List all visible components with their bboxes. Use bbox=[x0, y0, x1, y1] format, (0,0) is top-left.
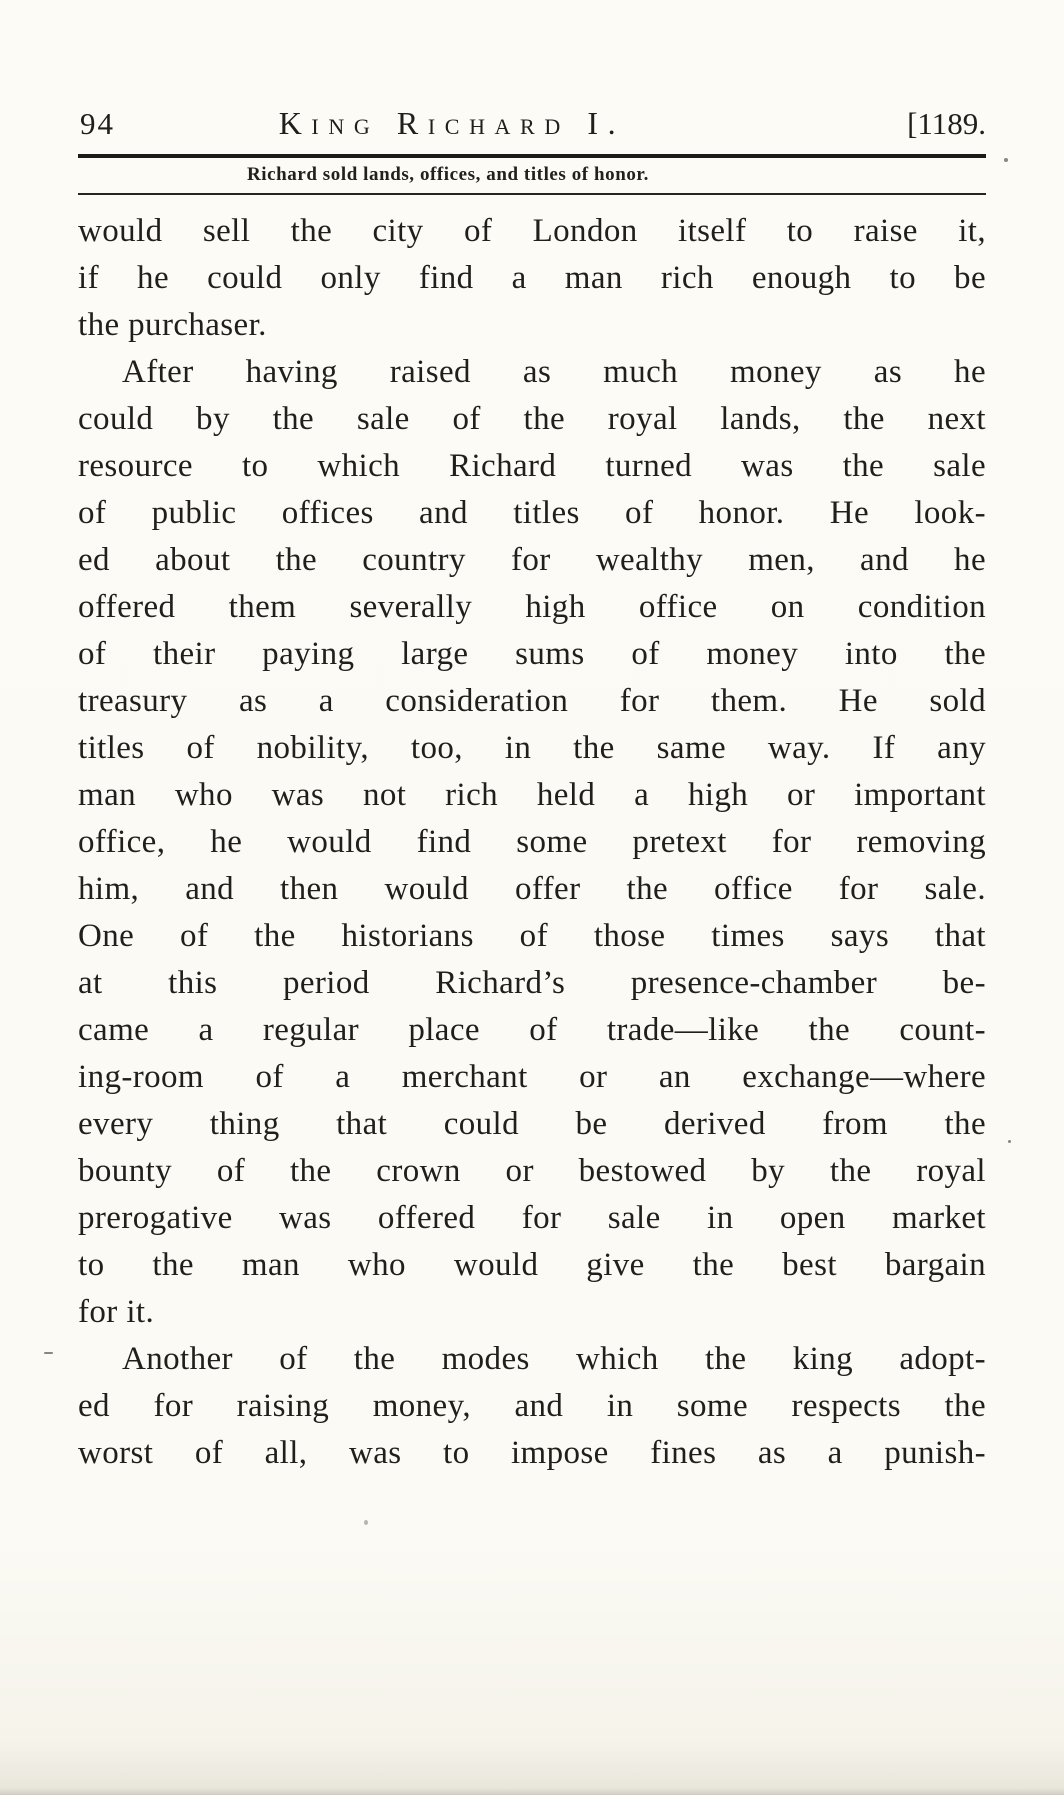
body-line: the purchaser. bbox=[78, 307, 267, 343]
page-header bbox=[78, 96, 986, 142]
year-marker: [1189. bbox=[907, 106, 986, 141]
body-line: could by the sale of the royal lands, the next bbox=[78, 401, 986, 437]
body-line: ing-room of a merchant or an exchange—where bbox=[78, 1059, 986, 1095]
body-line: Another of the modes which the king adopt- bbox=[122, 1341, 986, 1377]
running-head-box bbox=[78, 154, 986, 195]
body-line: would sell the city of London itself to raise it, bbox=[78, 213, 986, 249]
body-line: to the man who would give the best bargain bbox=[78, 1247, 986, 1283]
body-line: One of the historians of those times says that bbox=[78, 918, 986, 954]
body-line: worst of all, was to impose fines as a punish- bbox=[78, 1435, 986, 1471]
body-line: bounty of the crown or bestowed by the royal bbox=[78, 1153, 986, 1189]
running-head: Richard sold lands, offices, and titles of honor. bbox=[247, 164, 649, 185]
body-line: After having raised as much money as he bbox=[122, 354, 986, 390]
body-line: treasury as a consideration for them. He sold bbox=[78, 683, 986, 719]
body-line: if he could only find a man rich enough to be bbox=[78, 260, 986, 296]
scan-artifact bbox=[44, 1352, 53, 1354]
body-line: resource to which Richard turned was the sale bbox=[78, 448, 986, 484]
body-line: him, and then would offer the office for sale. bbox=[78, 871, 986, 907]
scan-artifact bbox=[364, 1520, 368, 1525]
body-line: came a regular place of trade—like the count- bbox=[78, 1012, 986, 1048]
body-line: every thing that could be derived from the bbox=[78, 1106, 986, 1142]
page-number: 94 bbox=[80, 106, 115, 141]
body-line: of public offices and titles of honor. He look- bbox=[78, 495, 986, 531]
bottom-rule bbox=[78, 193, 986, 195]
body-line: prerogative was offered for sale in open market bbox=[78, 1200, 986, 1236]
print-block bbox=[78, 0, 986, 1477]
scan-artifact bbox=[1004, 158, 1008, 162]
body-line: ed about the country for wealthy men, and he bbox=[78, 542, 986, 578]
body-line: for it. bbox=[78, 1294, 155, 1330]
body-line: offered them severally high office on condition bbox=[78, 589, 986, 625]
scan-artifact bbox=[1008, 1140, 1011, 1143]
body-line: at this period Richard’s presence-chamber be- bbox=[78, 965, 986, 1001]
body-line: office, he would find some pretext for removing bbox=[78, 824, 986, 860]
body-text bbox=[78, 208, 986, 1477]
body-line: man who was not rich held a high or important bbox=[78, 777, 986, 813]
body-line: ed for raising money, and in some respects the bbox=[78, 1388, 986, 1424]
body-line: of their paying large sums of money into the bbox=[78, 636, 986, 672]
body-line: titles of nobility, too, in the same way. If any bbox=[78, 730, 986, 766]
chapter-running-title: King Richard I. bbox=[278, 105, 626, 141]
